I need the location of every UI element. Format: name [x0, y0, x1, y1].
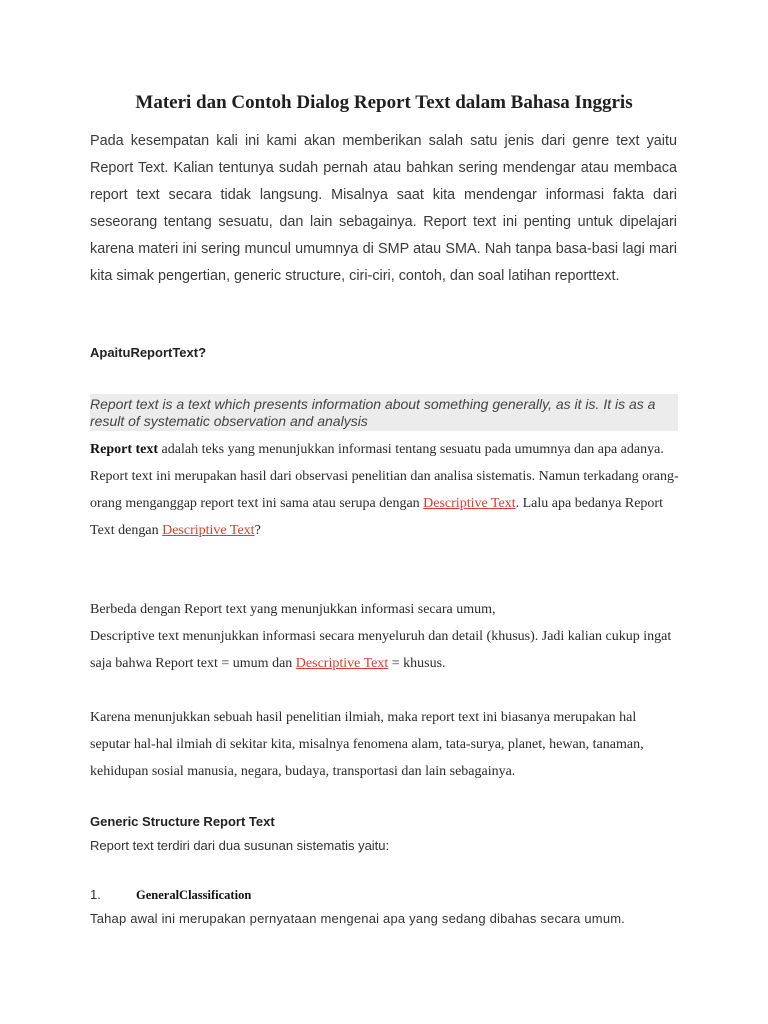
difference-text-1: Descriptive text menunjukkan informasi secara menyeluruh dan detail (khusus). Jadi kalian cukup ingat saja bahwa Report text = umum dan: [90, 629, 672, 671]
research-paragraph: Karena menunjukkan sebuah hasil penelitian ilmiah, maka report text ini biasanya merupakan hal seputar hal-hal ilmiah di sekitar kita, misalnya fenomena alam, tata-surya, planet, hewan, tanaman, kehidupan sosial manusia, negara, budaya, transportasi dan lain sebagainya.: [90, 710, 644, 779]
definition-text-1: adalah teks yang menunjukkan informasi tentang sesuatu pada umumnya dan apa adanya. Report text ini merupakan hasil dari observasi penelitian dan analisa sistematis. Namun terkadang orang-orang menganggap report text ini sama atau serupa dengan: [90, 442, 679, 511]
definition-quote: Report text is a text which presents information about something generally, as it is. It is as a result of systematic observation and analysis: [90, 394, 678, 431]
definition-text-3: ?: [254, 523, 261, 538]
definition-paragraph: [90, 436, 680, 544]
definition-text-2: . Lalu apa bedanya Report Text dengan: [90, 496, 663, 538]
intro-paragraph: Pada kesempatan kali ini kami akan memberikan salah satu jenis dari genre text yaitu Report Text. Kalian tentunya sudah pernah atau bahkan sering mendengar atau membaca report text secara tidak langsung. Misalnya saat kita mendengar informasi fakta dari seseorang tentang sesuatu, dan lain sebagainya. Report text ini penting untuk dipelajari karena materi ini sering muncul umumnya di SMP atau SMA. Nah tanpa basa-basi lagi mari kita simak pengertian, generic structure, ciri-ciri, contoh, dan soal latihan reporttext.: [90, 133, 677, 284]
descriptive-text-link-1[interactable]: Descriptive Text: [423, 496, 516, 511]
list-number: 1.: [90, 887, 101, 902]
descriptive-text-link-2[interactable]: Descriptive Text: [162, 523, 255, 538]
page-title: Materi dan Contoh Dialog Report Text dalam Bahasa Inggris: [135, 92, 633, 113]
descriptive-text-link-3[interactable]: Descriptive Text: [295, 656, 389, 671]
list-body: Tahap awal ini merupakan pernyataan mengenai apa yang sedang dibahas secara umum.: [90, 911, 626, 926]
difference-paragraph: [90, 596, 680, 677]
difference-line-1: Berbeda dengan Report text yang menunjukkan informasi secara umum,: [90, 602, 496, 617]
generic-structure-heading: Generic Structure Report Text: [90, 814, 275, 829]
heading-what-is-report-text: ApaituReportText?: [90, 345, 207, 360]
difference-body: [90, 623, 680, 677]
list-heading: GeneralClassification: [136, 888, 252, 902]
difference-text-2: = khusus.: [388, 656, 446, 671]
generic-structure-intro: Report text terdiri dari dua susunan sistematis yaitu:: [90, 838, 390, 853]
definition-bold-term: Report text: [90, 442, 159, 457]
